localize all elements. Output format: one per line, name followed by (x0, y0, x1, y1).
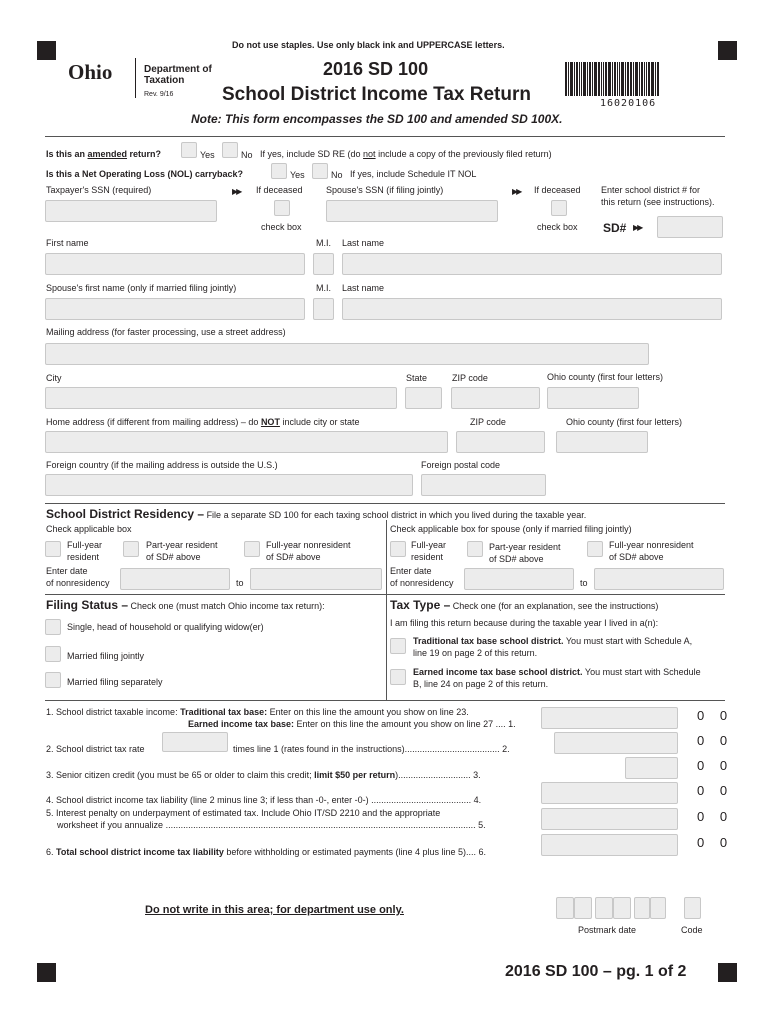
tax-type-earned-checkbox[interactable] (390, 669, 406, 685)
registration-mark-top-right (718, 41, 737, 60)
residency-divider-v (386, 520, 387, 594)
amended-hint: If yes, include SD RE (do not include a copy of the previously filed return) (260, 149, 552, 159)
line2-label-2: times line 1 (rates found in the instructions)...................................... 2. (233, 744, 510, 754)
header-divider (45, 136, 725, 137)
amended-question: Is this an amended return? (46, 149, 162, 159)
top-instruction: Do not use staples. Use only black ink and UPPERCASE letters. (232, 40, 505, 50)
form-title: School District Income Tax Return (222, 84, 531, 105)
code-box (684, 897, 701, 919)
spouse-nonresident-checkbox[interactable] (587, 541, 603, 557)
nol-hint: If yes, include Schedule IT NOL (350, 169, 477, 179)
tax-rate-input[interactable] (162, 732, 228, 752)
sd-number-label: SD# (603, 221, 627, 235)
filing-separate-checkbox[interactable] (45, 672, 61, 688)
spouse-full-year-resident-checkbox[interactable] (390, 541, 406, 557)
spouse-nonresidency-label: of nonresidency (390, 578, 454, 588)
form-id: 2016 SD 100 (323, 59, 429, 79)
page-number: 2016 SD 100 – pg. 1 of 2 (505, 963, 687, 980)
tax-type-traditional-checkbox[interactable] (390, 638, 406, 654)
spouse-ssn-label: Spouse's SSN (if filing jointly) (326, 185, 444, 195)
form-note: Note: This form encompasses the SD 100 and amended SD 100X. (191, 112, 563, 126)
spouse-nonresident-label: Full-year nonresident (609, 540, 694, 550)
home-zip-input[interactable] (456, 431, 545, 453)
line1-label: 1. School district taxable income: Traditional tax base: Enter on this line the amount you show on line 23. (46, 707, 469, 717)
county-label: Ohio county (first four letters) (547, 372, 664, 382)
tax-type-title: Tax Type – Check one (for an explanation, see the instructions) (390, 598, 659, 612)
filing-joint-checkbox[interactable] (45, 646, 61, 662)
registration-mark-bottom-right (718, 963, 737, 982)
last-name-input[interactable] (342, 253, 722, 275)
postmark-box-2 (574, 897, 592, 919)
dept-line2: Taxation (144, 75, 185, 86)
filing-joint-label: Married filing jointly (67, 651, 145, 661)
if-deceased-label: If deceased (256, 185, 303, 195)
county-label-2: Ohio county (first four letters) (566, 417, 683, 427)
line6-label: 6. Total school district income tax liability before withholding or estimated payments (line 4 plus line 5).... 6. (46, 847, 487, 857)
spouse-ssn-input[interactable] (326, 200, 498, 222)
filing-status-title: Filing Status – Check one (must match Ohio income tax return): (46, 598, 325, 612)
spouse-last-name-label: Last name (342, 283, 385, 293)
line5-label-2: worksheet if you annualize ............................................................................................................................ 5. (57, 820, 486, 830)
mi-input[interactable] (313, 253, 334, 275)
spouse-date-from-input[interactable] (464, 568, 574, 590)
spouse-resident-label: resident (411, 552, 444, 562)
sd-note-line1: Enter school district # for (601, 185, 701, 195)
line6-input[interactable] (541, 834, 678, 856)
arrow-icon: ▶▶ (633, 223, 642, 232)
revision: Rev. 9/16 (144, 91, 174, 98)
spouse-to-label: to (580, 578, 588, 588)
zip-label-2: ZIP code (470, 417, 506, 427)
zip-label: ZIP code (452, 373, 488, 383)
spouse-full-year-label: Full-year (411, 540, 447, 550)
sd-number-input[interactable] (657, 216, 723, 238)
taxpayer-nonresident-checkbox[interactable] (244, 541, 260, 557)
tax-type-intro: I am filing this return because during the taxable year I lived in a(n): (390, 618, 659, 628)
ohio-logo: Ohio (68, 60, 113, 84)
home-address-input[interactable] (45, 431, 448, 453)
line3-label: 3. Senior citizen credit (you must be 65 or older to claim this credit; limit $50 per return)............................. 3. (46, 770, 481, 780)
line1-label-2: Earned income tax base: Enter on this line the amount you show on line 27 .... 1. (188, 719, 516, 729)
foreign-postal-input[interactable] (421, 474, 546, 496)
postmark-box-3 (595, 897, 613, 919)
foreign-country-label: Foreign country (if the mailing address is outside the U.S.) (46, 460, 278, 470)
residency-divider (45, 503, 725, 504)
taxpayer-full-year-resident-checkbox[interactable] (45, 541, 61, 557)
check-applicable-left: Check applicable box (46, 524, 132, 534)
dept-line1: Department of (144, 64, 212, 75)
line5-label: 5. Interest penalty on underpayment of estimated tax. Include Ohio IT/SD 2210 and the appropriate (46, 808, 441, 818)
spouse-date-to-input[interactable] (594, 568, 724, 590)
first-name-label: First name (46, 238, 89, 248)
first-name-input[interactable] (45, 253, 305, 275)
filing-separate-label: Married filing separately (67, 677, 163, 687)
check-box-label-2: check box (537, 222, 578, 232)
filing-divider-v (386, 594, 387, 700)
nol-yes-label: Yes (290, 170, 305, 180)
spouse-first-name-input[interactable] (45, 298, 305, 320)
spouse-deceased-checkbox[interactable] (551, 200, 567, 216)
department-use-notice: Do not write in this area; for department use only. (145, 904, 404, 916)
part-year-label: Part-year resident (146, 540, 218, 550)
taxpayer-part-year-checkbox[interactable] (123, 541, 139, 557)
nonresidency-label: of nonresidency (46, 578, 110, 588)
foreign-postal-label: Foreign postal code (421, 460, 501, 470)
sd-note-line2: this return (see instructions). (601, 197, 715, 207)
postmark-box-6 (650, 897, 666, 919)
spouse-nonresident-sd-label: of SD# above (609, 552, 664, 562)
foreign-country-input[interactable] (45, 474, 413, 496)
spouse-mi-label: M.I. (316, 283, 331, 293)
taxpayer-deceased-checkbox[interactable] (274, 200, 290, 216)
arrow-icon: ▶▶ (512, 187, 521, 196)
taxpayer-ssn-label: Taxpayer's SSN (required) (46, 185, 152, 195)
code-label: Code (681, 925, 703, 935)
zip-input[interactable] (451, 387, 540, 409)
amended-no-label: No (241, 150, 253, 160)
nol-no-checkbox[interactable] (312, 163, 328, 179)
amended-yes-checkbox[interactable] (181, 142, 197, 158)
tax-type-earned-line2: B, line 24 on page 2 of this return. (413, 679, 549, 689)
filing-divider (45, 594, 725, 595)
postmark-box-1 (556, 897, 574, 919)
spouse-part-year-checkbox[interactable] (467, 541, 483, 557)
postmark-box-4 (613, 897, 631, 919)
registration-mark-bottom-left (37, 963, 56, 982)
residency-title: School District Residency – File a separate SD 100 for each taxing school district in which you lived during the taxable year. (46, 507, 587, 521)
county-input[interactable] (547, 387, 639, 409)
line3-cents: 0 0 (697, 758, 734, 773)
line6-cents: 0 0 (697, 835, 734, 850)
amended-yes-label: Yes (200, 150, 215, 160)
tax-type-traditional-line2: line 19 on page 2 of this return. (413, 648, 538, 658)
last-name-label: Last name (342, 238, 385, 248)
line1-cents: 0 0 (697, 708, 734, 723)
taxpayer-date-to-input[interactable] (250, 568, 382, 590)
lines-divider (45, 700, 725, 701)
line3-input[interactable] (625, 757, 678, 779)
home-address-label: Home address (if different from mailing address) – do NOT include city or state (46, 417, 360, 427)
registration-mark-top-left (37, 41, 56, 60)
spouse-mi-input[interactable] (313, 298, 334, 320)
postmark-label: Postmark date (578, 925, 637, 935)
nol-yes-checkbox[interactable] (271, 163, 287, 179)
enter-date-label: Enter date (46, 566, 88, 576)
line2-cents: 0 0 (697, 733, 734, 748)
check-box-label: check box (261, 222, 302, 232)
line5-cents: 0 0 (697, 809, 734, 824)
line4-cents: 0 0 (697, 783, 734, 798)
mailing-address-label: Mailing address (for faster processing, use a street address) (46, 327, 286, 337)
line4-label: 4. School district income tax liability (line 2 minus line 3; if less than -0-, enter -0-) ........................................ 4. (46, 795, 482, 805)
postmark-box-5 (634, 897, 650, 919)
amended-no-checkbox[interactable] (222, 142, 238, 158)
city-label: City (46, 373, 62, 383)
spouse-part-year-label: Part-year resident (489, 542, 561, 552)
home-county-input[interactable] (556, 431, 648, 453)
if-deceased-label-2: If deceased (534, 185, 581, 195)
resident-label: resident (67, 552, 100, 562)
city-input[interactable] (45, 387, 397, 409)
state-label: State (406, 373, 428, 383)
tax-type-traditional-label: Traditional tax base school district. You must start with Schedule A, (413, 636, 693, 646)
nol-question: Is this a Net Operating Loss (NOL) carryback? (46, 169, 244, 179)
line5-input[interactable] (541, 808, 678, 830)
part-year-sd-label: of SD# above (146, 552, 201, 562)
to-label: to (236, 578, 244, 588)
nol-no-label: No (331, 170, 343, 180)
spouse-first-name-label: Spouse's first name (only if married filing jointly) (46, 283, 237, 293)
full-year-label: Full-year (67, 540, 103, 550)
line1-input[interactable] (541, 707, 678, 729)
arrow-icon: ▶▶ (232, 187, 241, 196)
barcode (565, 62, 659, 96)
tax-type-earned-label: Earned income tax base school district. You must start with Schedule (413, 667, 701, 677)
nonresident-sd-label: of SD# above (266, 552, 321, 562)
check-applicable-right: Check applicable box for spouse (only if married filing jointly) (390, 524, 632, 534)
line4-input[interactable] (541, 782, 678, 804)
state-input[interactable] (405, 387, 442, 409)
taxpayer-date-from-input[interactable] (120, 568, 230, 590)
mi-label: M.I. (316, 238, 331, 248)
line2-input[interactable] (554, 732, 678, 754)
barcode-number: 16020106 (600, 98, 657, 109)
line2-label: 2. School district tax rate (46, 744, 145, 754)
nonresident-label: Full-year nonresident (266, 540, 351, 550)
taxpayer-ssn-input[interactable] (45, 200, 217, 222)
spouse-part-year-sd-label: of SD# above (489, 554, 544, 564)
filing-single-label: Single, head of household or qualifying widow(er) (67, 622, 264, 632)
filing-single-checkbox[interactable] (45, 619, 61, 635)
spouse-last-name-input[interactable] (342, 298, 722, 320)
mailing-address-input[interactable] (45, 343, 649, 365)
logo-divider (135, 58, 136, 98)
spouse-enter-date-label: Enter date (390, 566, 432, 576)
